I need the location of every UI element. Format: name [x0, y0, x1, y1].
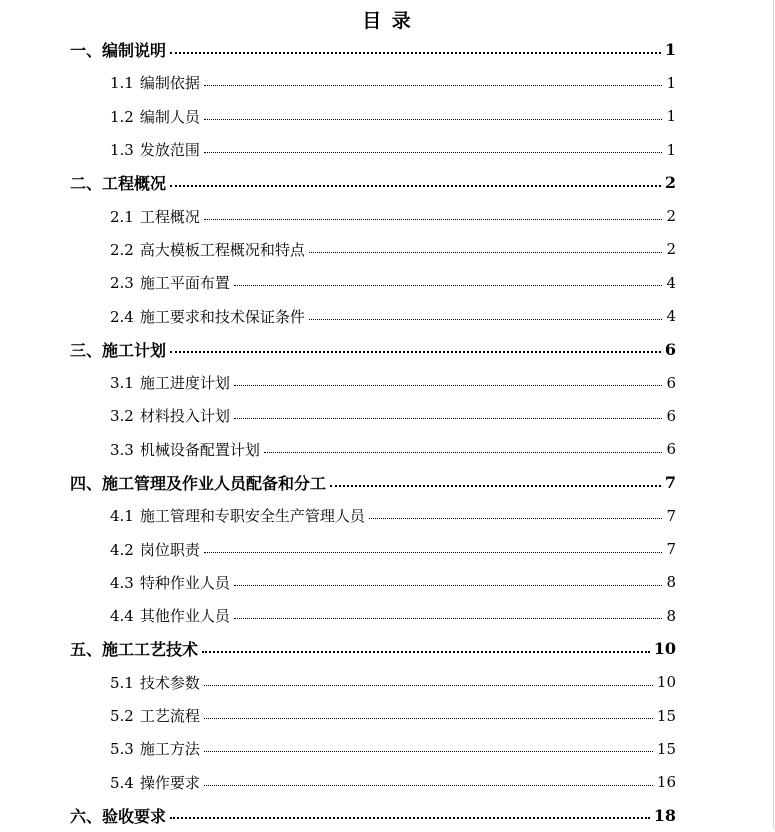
- toc-entry-text: 特种作业人员: [139, 573, 230, 592]
- table-of-contents: [0, 33, 775, 832]
- toc-section-entry[interactable]: [0, 799, 775, 832]
- toc-subsection-entry[interactable]: [0, 566, 775, 599]
- dot-leader: [330, 485, 661, 487]
- toc-page-number: 2: [666, 207, 676, 226]
- toc-entry-text: 高大模板工程概况和特点: [139, 240, 305, 259]
- toc-section-entry[interactable]: [0, 333, 775, 366]
- toc-subsection-entry[interactable]: [0, 199, 775, 232]
- toc-subsection-entry[interactable]: [0, 699, 775, 732]
- toc-entry-text: 机械设备配置计划: [139, 440, 260, 459]
- toc-subsection-entry[interactable]: [0, 100, 775, 133]
- toc-entry-label: [110, 106, 200, 127]
- toc-entry-number: 5.4: [110, 773, 134, 792]
- toc-entry-number: 2.4: [110, 307, 134, 326]
- toc-page-number: 1: [666, 140, 676, 159]
- toc-subsection-entry[interactable]: [0, 266, 775, 299]
- toc-entry-text: 六、验收要求: [70, 806, 167, 826]
- toc-entry-label: [110, 239, 305, 260]
- toc-subsection-entry[interactable]: [0, 499, 775, 532]
- toc-page-number: 4: [666, 273, 676, 292]
- toc-subsection-entry[interactable]: [0, 766, 775, 799]
- toc-entry-text: 编制人员: [139, 107, 200, 126]
- toc-page-number: 2: [666, 240, 676, 259]
- toc-entry-label: [110, 372, 230, 393]
- toc-page-number: 8: [666, 573, 676, 592]
- toc-section-entry[interactable]: [0, 632, 775, 665]
- toc-subsection-entry[interactable]: [0, 299, 775, 332]
- toc-entry-label: [110, 306, 305, 327]
- toc-section-entry[interactable]: [0, 166, 775, 199]
- toc-entry-text: 五、施工工艺技术: [70, 640, 199, 660]
- toc-entry-label: [110, 72, 200, 93]
- dot-leader: [204, 785, 653, 786]
- toc-entry-number: 1.2: [110, 107, 134, 126]
- toc-entry-label: [70, 471, 326, 494]
- toc-entry-text: 材料投入计划: [139, 407, 230, 426]
- toc-entry-label: [110, 572, 230, 593]
- toc-entry-text: 发放范围: [139, 141, 200, 160]
- dot-leader: [170, 817, 650, 819]
- toc-section-entry[interactable]: [0, 33, 775, 66]
- toc-entry-label: [110, 605, 230, 626]
- toc-entry-label: [110, 272, 230, 293]
- toc-entry-text: 施工平面布置: [139, 274, 230, 293]
- toc-entry-number: 3.2: [110, 407, 134, 426]
- dot-leader: [170, 185, 661, 187]
- toc-entry-text: 施工进度计划: [139, 374, 230, 393]
- dot-leader: [170, 351, 661, 353]
- dot-leader: [309, 252, 662, 253]
- toc-page-number: 7: [666, 540, 676, 559]
- toc-subsection-entry[interactable]: [0, 66, 775, 99]
- toc-page-number: 18: [653, 805, 676, 825]
- toc-entry-text: 岗位职责: [139, 540, 200, 559]
- toc-entry-text: 工程概况: [139, 207, 200, 226]
- dot-leader: [234, 418, 662, 419]
- toc-page-number: 6: [666, 373, 676, 392]
- toc-entry-text: 其他作业人员: [139, 607, 230, 626]
- toc-entry-text: 一、编制说明: [70, 41, 167, 61]
- toc-entry-number: 3.1: [110, 374, 134, 393]
- dot-leader: [234, 285, 662, 286]
- toc-entry-text: 工艺流程: [139, 707, 200, 726]
- toc-subsection-entry[interactable]: [0, 133, 775, 166]
- toc-subsection-entry[interactable]: [0, 433, 775, 466]
- toc-entry-text: 三、施工计划: [70, 340, 167, 360]
- dot-leader: [234, 385, 662, 386]
- toc-entry-text: 施工方法: [139, 740, 200, 759]
- toc-entry-number: 2.1: [110, 207, 134, 226]
- toc-entry-label: [110, 672, 200, 693]
- dot-leader: [170, 52, 661, 54]
- dot-leader: [204, 85, 662, 86]
- toc-page-number: 10: [653, 639, 676, 659]
- toc-entry-text: 施工管理和专职安全生产管理人员: [139, 507, 365, 526]
- toc-entry-number: 4.4: [110, 607, 134, 626]
- toc-subsection-entry[interactable]: [0, 532, 775, 565]
- toc-subsection-entry[interactable]: [0, 399, 775, 432]
- toc-entry-label: [110, 772, 200, 793]
- dot-leader: [264, 452, 662, 453]
- dot-leader: [204, 219, 662, 220]
- toc-entry-label: [110, 505, 365, 526]
- toc-entry-label: [110, 439, 260, 460]
- toc-entry-text: 二、工程概况: [70, 174, 167, 194]
- toc-entry-number: 5.2: [110, 707, 134, 726]
- dot-leader: [369, 518, 662, 519]
- toc-entry-number: 5.1: [110, 673, 134, 692]
- toc-entry-label: [110, 139, 200, 160]
- dot-leader: [204, 685, 653, 686]
- toc-entry-label: [70, 338, 166, 361]
- toc-entry-label: [110, 738, 200, 759]
- toc-entry-number: 5.3: [110, 740, 134, 759]
- toc-entry-number: 3.3: [110, 440, 134, 459]
- toc-entry-number: 2.3: [110, 274, 134, 293]
- toc-entry-label: [70, 171, 166, 194]
- toc-subsection-entry[interactable]: [0, 666, 775, 699]
- page-title: 目 录: [362, 10, 413, 32]
- toc-entry-text: 技术参数: [139, 673, 200, 692]
- toc-subsection-entry[interactable]: [0, 366, 775, 399]
- toc-entry-label: [110, 405, 230, 426]
- toc-entry-number: 4.1: [110, 507, 134, 526]
- toc-subsection-entry[interactable]: [0, 599, 775, 632]
- toc-entry-number: 4.3: [110, 573, 134, 592]
- dot-leader: [234, 585, 662, 586]
- toc-entry-label: [70, 804, 166, 827]
- toc-entry-label: [70, 38, 166, 61]
- toc-entry-label: [70, 637, 198, 660]
- toc-page-number: 1: [666, 73, 676, 92]
- dot-leader: [204, 751, 653, 752]
- toc-entry-text: 操作要求: [139, 773, 200, 792]
- dot-leader: [204, 718, 653, 719]
- toc-page-number: 6: [666, 406, 676, 425]
- toc-page-number: 1: [664, 40, 676, 60]
- toc-page-number: 16: [656, 773, 676, 792]
- toc-page-number: 2: [664, 173, 676, 193]
- toc-page-number: 15: [656, 739, 676, 758]
- toc-page-number: 6: [666, 440, 676, 459]
- dot-leader: [202, 651, 650, 653]
- toc-entry-label: [110, 206, 200, 227]
- dot-leader: [204, 552, 662, 553]
- toc-page-number: 4: [666, 307, 676, 326]
- toc-page-number: 1: [666, 107, 676, 126]
- toc-entry-label: [110, 539, 200, 560]
- dot-leader: [204, 152, 662, 153]
- toc-entry-number: 1.1: [110, 74, 134, 93]
- toc-section-entry[interactable]: [0, 466, 775, 499]
- toc-page-number: 10: [656, 673, 676, 692]
- toc-entry-label: [110, 705, 200, 726]
- toc-page-number: 7: [664, 473, 676, 492]
- toc-page-number: 6: [664, 339, 676, 359]
- toc-page-number: 15: [656, 706, 676, 725]
- toc-page-number: 7: [666, 506, 676, 525]
- toc-entry-text: 编制依据: [139, 74, 200, 93]
- toc-entry-number: 2.2: [110, 240, 134, 259]
- toc-entry-number: 4.2: [110, 540, 134, 559]
- toc-page-number: 8: [666, 606, 676, 625]
- dot-leader: [309, 319, 662, 320]
- toc-entry-text: 四、施工管理及作业人员配备和分工: [70, 474, 327, 493]
- toc-subsection-entry[interactable]: [0, 732, 775, 765]
- dot-leader: [204, 119, 662, 120]
- toc-entry-number: 1.3: [110, 141, 134, 160]
- toc-entry-text: 施工要求和技术保证条件: [139, 307, 305, 326]
- toc-subsection-entry[interactable]: [0, 233, 775, 266]
- dot-leader: [234, 618, 662, 619]
